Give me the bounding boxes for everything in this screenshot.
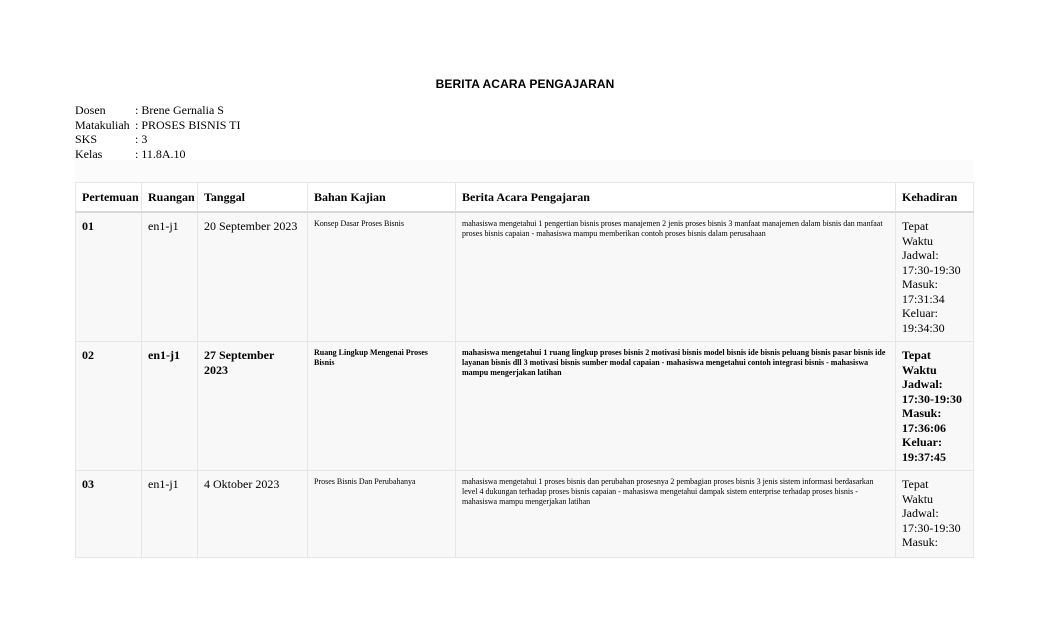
course-info <box>75 103 240 161</box>
kehadiran-line: Waktu <box>902 233 934 248</box>
cell-bahan-kajian: Ruang Lingkup Mengenai Proses Bisnis <box>308 342 456 471</box>
cell-pertemuan: 03 <box>76 471 142 558</box>
cell-kehadiran <box>896 471 974 558</box>
kehadiran-line: Masuk: <box>902 277 938 291</box>
sks-value: : 3 <box>135 132 148 146</box>
cell-bahan-kajian: Konsep Dasar Proses Bisnis <box>308 212 456 342</box>
cell-berita-acara: mahasiswa mengetahui 1 ruang lingkup proses bisnis 2 motivasi bisnis model bisnis ide bisnis peluang bisnis pasar bisnis ide layanan bisnis dll 3 motivasi bisnis sumber modal capaian - mahasiswa mengetahui contoh integrasi bisnis - mahasiswa mampu mengerjakan latihan <box>456 342 896 471</box>
kehadiran-line: Jadwal: <box>902 248 939 262</box>
kehadiran-line: 17:30-19:30 <box>902 520 961 535</box>
cell-pertemuan: 02 <box>76 342 142 471</box>
cell-kehadiran <box>896 212 974 342</box>
kehadiran-line: Waktu <box>902 491 934 506</box>
kelas-value: : 11.8A.10 <box>135 146 186 161</box>
page-title: BERITA ACARA PENGAJARAN <box>435 77 615 91</box>
header-berita-acara: Berita Acara Pengajaran <box>456 183 896 213</box>
kehadiran-line: Tepat <box>902 219 929 233</box>
kehadiran-line: Waktu <box>902 362 937 377</box>
dosen-row <box>75 103 240 118</box>
kehadiran-line: Jadwal: <box>902 377 943 391</box>
kehadiran-line: Masuk: <box>902 406 942 420</box>
attendance-table-wrapper <box>75 160 973 558</box>
cell-kehadiran <box>896 342 974 471</box>
matakuliah-value: : PROSES BISNIS TI <box>135 117 241 132</box>
table-row <box>76 342 974 471</box>
table-top-band <box>75 160 973 182</box>
kehadiran-line: 19:37:45 <box>902 449 946 464</box>
kehadiran-line: 19:34:30 <box>902 320 945 335</box>
dosen-value: : Brene Gernalia S <box>135 103 224 117</box>
table-header-row <box>76 183 974 213</box>
dosen-label: Dosen <box>75 103 106 117</box>
kehadiran-line: Masuk: <box>902 535 938 549</box>
cell-tanggal: 20 September 2023 <box>198 212 308 342</box>
kehadiran-line: Tepat <box>902 348 931 362</box>
cell-berita-acara: mahasiswa mengetahui 1 pengertian bisnis proses manajemen 2 jenis proses bisnis 3 manfaat manajemen dalam bisnis dan manfaat proses bisnis capaian - mahasiswa mampu memberikan contoh proses bisnis dalam perusahaan <box>456 212 896 342</box>
kehadiran-line: 17:30-19:30 <box>902 391 962 406</box>
cell-tanggal: 27 September 2023 <box>198 342 308 471</box>
attendance-table <box>75 182 974 558</box>
header-ruangan: Ruangan <box>142 183 198 213</box>
matakuliah-label: Matakuliah <box>75 117 130 132</box>
cell-pertemuan: 01 <box>76 212 142 342</box>
kehadiran-line: Jadwal: <box>902 506 939 520</box>
kehadiran-line: Keluar: <box>902 306 938 320</box>
matakuliah-row <box>75 118 240 133</box>
header-kehadiran: Kehadiran <box>896 183 974 213</box>
cell-ruangan: en1-j1 <box>142 471 198 558</box>
table-row <box>76 471 974 558</box>
kelas-row <box>75 147 240 162</box>
kehadiran-line: 17:36:06 <box>902 420 946 435</box>
cell-ruangan: en1-j1 <box>142 342 198 471</box>
kehadiran-line: Keluar: <box>902 435 942 449</box>
header-tanggal: Tanggal <box>198 183 308 213</box>
kehadiran-line: 17:30-19:30 <box>902 262 961 277</box>
sks-label: SKS <box>75 132 98 146</box>
kelas-label: Kelas <box>75 146 103 161</box>
cell-bahan-kajian: Proses Bisnis Dan Perubahanya <box>308 471 456 558</box>
kehadiran-line: 17:31:34 <box>902 291 945 306</box>
header-pertemuan: Pertemuan <box>76 183 142 213</box>
cell-berita-acara: mahasiswa mengetahui 1 proses bisnis dan perubahan prosesnya 2 pembagian proses bisnis 3 jenis sistem informasi berdasarkan level 4 dukungan terhadap proses bisnis capaian - mahasiswa mengetahui dampak sistem enterprise terhadap proses bisnis - mahasiswa mampu mengerjakan latihan <box>456 471 896 558</box>
cell-tanggal: 4 Oktober 2023 <box>198 471 308 558</box>
kehadiran-line: Tepat <box>902 477 929 491</box>
cell-ruangan: en1-j1 <box>142 212 198 342</box>
sks-row <box>75 132 240 147</box>
header-bahan-kajian: Bahan Kajian <box>308 183 456 213</box>
table-row <box>76 212 974 342</box>
